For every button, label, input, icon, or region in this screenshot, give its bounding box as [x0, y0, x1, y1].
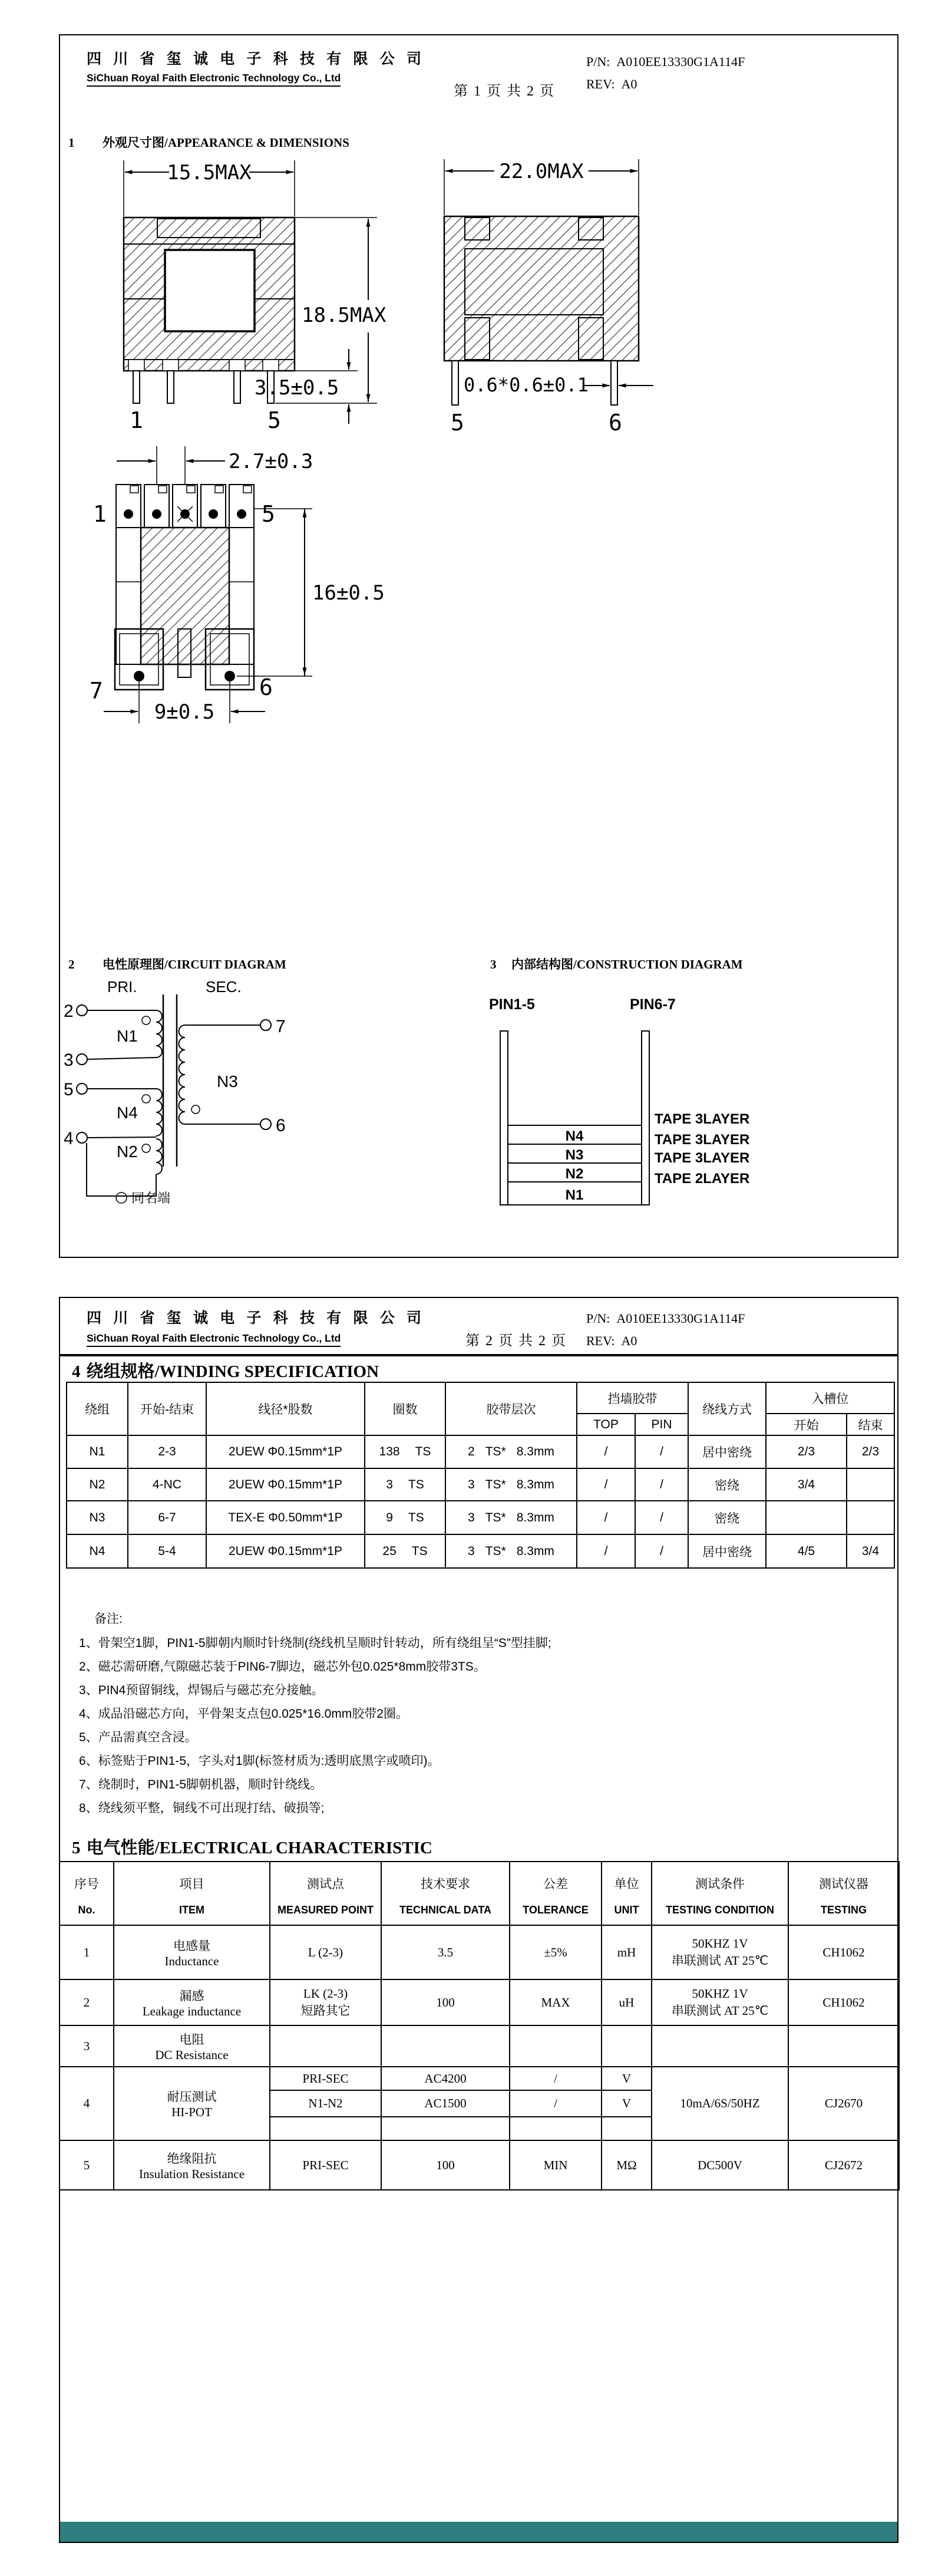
winding-col-slot-end: 结束 [847, 1414, 894, 1435]
winding-cell: 密绕 [688, 1468, 766, 1501]
winding-cell: N1 [67, 1435, 128, 1468]
cell-tolerance: MIN [510, 2140, 602, 2190]
item-cn: 电阻 [179, 2032, 204, 2047]
pn-value: A010EE13330G1A114F [616, 1311, 745, 1326]
turns-unit: TS [415, 1445, 431, 1458]
winding-cell: N4 [67, 1534, 128, 1568]
bobbin-left-wall [500, 1031, 508, 1205]
winding-cell: 2-3 [128, 1435, 206, 1468]
company-name-en: SiChuan Royal Faith Electronic Technology Co., Ltd [87, 72, 341, 87]
col-point-cn: 测试点 [307, 1877, 344, 1891]
pin-6-label: 6 [276, 1116, 286, 1135]
section-2-number: 2 [68, 957, 75, 971]
cell-no: 2 [60, 1979, 114, 2025]
cell-no: 5 [60, 2140, 114, 2190]
turns-value: 25 [382, 1544, 397, 1558]
section-1-text: 外观尺寸图/APPEARANCE & DIMENSIONS [103, 136, 349, 150]
item-en: HI-POT [171, 2105, 212, 2119]
rev-label: REV: [586, 77, 615, 91]
side-pin-6 [611, 361, 617, 405]
winding-col-method: 绕线方式 [688, 1382, 766, 1435]
tape-layers: 2 [468, 1445, 475, 1458]
cell-condition: 10mA/6S/50HZ [652, 2067, 788, 2140]
side-body [444, 216, 639, 361]
tape-width: 8.3mm [516, 1510, 554, 1524]
cell-unit [602, 2117, 652, 2140]
bottom-top-pads [116, 485, 254, 528]
col-equip-cn: 测试仪器 [819, 1877, 868, 1891]
bottom-pin-label-5: 5 [262, 501, 275, 527]
cell-no: 1 [60, 1925, 114, 1979]
winding-cell [766, 1501, 847, 1534]
rev-value: A0 [621, 77, 637, 91]
col-tol-en: TOLERANCE [523, 1903, 589, 1916]
company-name-en: SiChuan Royal Faith Electronic Technology Co., Ltd [87, 1332, 341, 1347]
electrical-row-2 [60, 1979, 899, 2025]
construction-pin15-label: PIN1-5 [489, 996, 535, 1013]
bottom-pin-label-7: 7 [90, 678, 103, 704]
winding-col-tape: 胶带层次 [445, 1382, 577, 1435]
winding-cell: 2/3 [766, 1435, 847, 1468]
bottom-pin-label-6: 6 [259, 674, 273, 700]
col-cond-en: TESTING CONDITION [666, 1903, 774, 1916]
col-data [381, 1862, 510, 1925]
winding-col-wall-pin: PIN [635, 1414, 688, 1435]
winding-cell: 2UEW Φ0.15mm*1P [206, 1468, 365, 1501]
winding-n3-coil [179, 1025, 186, 1124]
winding-cell [365, 1435, 445, 1468]
winding-cell [847, 1501, 894, 1534]
winding-row-n3 [67, 1501, 894, 1534]
note-item-8: 8、绕线须平整，铜线不可出现打结、破损等; [79, 1801, 325, 1815]
tape-label-4: TAPE 2LAYER [655, 1171, 750, 1187]
cell-equipment: CJ2670 [788, 2067, 899, 2140]
winding-cell [445, 1534, 577, 1568]
section-3-title [490, 955, 743, 973]
electrical-row-3 [60, 2025, 899, 2067]
turns-unit: TS [411, 1544, 428, 1558]
electrical-row-1 [60, 1925, 899, 1979]
cell-condition [652, 1925, 788, 1979]
part-number [586, 1311, 745, 1326]
tape-layers: 3 [468, 1544, 475, 1558]
bottom-width-dim: 9±0.5 [154, 700, 215, 724]
electrical-row-5 [60, 2140, 899, 2190]
section-2-text: 电性原理图/CIRCUIT DIAGRAM [103, 957, 286, 971]
winding-cell [365, 1501, 445, 1534]
revision [586, 77, 637, 92]
cell-point: PRI-SEC [270, 2067, 381, 2090]
notes-title: 备注: [94, 1612, 123, 1626]
cond-line1: 50KHZ 1V [692, 1986, 748, 2001]
polarity-dot-n4 [142, 1095, 150, 1103]
cell-unit: V [602, 2067, 652, 2090]
cell-data: 3.5 [381, 1925, 510, 1979]
front-width-dim: 15.5MAX [167, 161, 252, 185]
note-item-4: 4、成品沿磁芯方向，平骨架支点包0.025*16.0mm胶带2圈。 [79, 1707, 408, 1721]
winding-n2-coil [156, 1139, 162, 1174]
cell-data [381, 2025, 510, 2067]
winding-col-slot: 入槽位 [766, 1382, 894, 1414]
pn-label: P/N: [586, 54, 610, 69]
layer-n2-label: N2 [565, 1166, 584, 1182]
winding-cell [445, 1468, 577, 1501]
rev-label: REV: [586, 1333, 615, 1348]
note-item-2: 2、磁芯需研磨,气隙磁芯装于PIN6-7脚边，磁芯外包0.025*8mm胶带3TS。 [79, 1660, 486, 1674]
cell-condition [652, 2025, 788, 2067]
front-pin-label-1: 1 [130, 407, 143, 433]
layer-n3-label: N3 [565, 1147, 584, 1163]
cell-item [114, 2025, 270, 2067]
polarity-dot-n2 [142, 1144, 150, 1152]
winding-cell: 2UEW Φ0.15mm*1P [206, 1435, 365, 1468]
winding-row-n4 [67, 1534, 894, 1568]
cell-equipment: CJ2672 [788, 2140, 899, 2190]
cell-item [114, 1979, 270, 2025]
notes-list [79, 1632, 551, 1820]
company-name-cn: 四 川 省 玺 诚 电 子 科 技 有 限 公 司 [87, 51, 426, 67]
section-1-title [68, 133, 349, 151]
cond-line2: 串联测试 AT 25℃ [671, 1953, 769, 1968]
winding-cell [445, 1501, 577, 1534]
winding-col-wall-top: TOP [577, 1414, 635, 1435]
note-item-5: 5、产品需真空含浸。 [79, 1731, 197, 1744]
winding-cell [445, 1435, 577, 1468]
cell-unit: MΩ [602, 2140, 652, 2190]
section-1-number: 1 [68, 136, 75, 150]
section-3-number: 3 [490, 957, 497, 971]
side-view-drawing [406, 149, 736, 467]
winding-col-winding: 绕组 [67, 1382, 128, 1435]
pn-value: A010EE13330G1A114F [616, 54, 745, 69]
bottom-pitch-dim: 2.7±0.3 [229, 450, 313, 473]
tape-label-2: TAPE 3LAYER [655, 1132, 750, 1148]
winding-cell [365, 1534, 445, 1568]
winding-n3-label: N3 [217, 1072, 238, 1091]
polarity-legend-text: 同名端 [131, 1191, 171, 1205]
col-item-en: ITEM [179, 1903, 204, 1916]
item-cn: 漏感 [179, 1988, 204, 2003]
tape-label-3: TAPE 3LAYER [655, 1150, 750, 1166]
section-3-text: 内部结构图/CONSTRUCTION DIAGRAM [511, 957, 743, 971]
cell-data: AC4200 [381, 2067, 510, 2090]
page-number-label: 第 2 页 共 2 页 [465, 1333, 567, 1349]
cell-item [114, 2067, 270, 2140]
cell-condition [652, 1979, 788, 2025]
section-5-text: 电气性能/ELECTRICAL CHARACTERISTIC [86, 1839, 432, 1857]
winding-cell [847, 1468, 894, 1501]
pin-4-terminal [77, 1132, 87, 1143]
col-unit-en: UNIT [614, 1903, 639, 1916]
construction-pin67-label: PIN6-7 [630, 996, 676, 1013]
side-width-dim: 22.0MAX [499, 160, 584, 183]
cell-point [270, 2025, 381, 2067]
col-equipment [788, 1862, 899, 1925]
pin-5-label: 5 [64, 1080, 74, 1099]
cell-point: N1-N2 [270, 2090, 381, 2117]
tape-unit: TS* [485, 1510, 506, 1524]
winding-col-wall: 挡墙胶带 [577, 1382, 688, 1414]
col-item-cn: 项目 [179, 1877, 204, 1891]
winding-cell: / [635, 1534, 688, 1568]
pin-7-terminal [260, 1020, 271, 1030]
page-1 [59, 34, 898, 1258]
winding-cell: 5-4 [128, 1534, 206, 1568]
winding-col-slot-start: 开始 [766, 1414, 847, 1435]
winding-cell: 6-7 [128, 1501, 206, 1534]
cell-tolerance: / [510, 2067, 602, 2090]
cell-tolerance [510, 2117, 602, 2140]
col-point [270, 1862, 381, 1925]
winding-n1-label: N1 [117, 1027, 138, 1045]
turns-value: 138 [379, 1445, 400, 1458]
layer-n4-label: N4 [565, 1128, 584, 1144]
pin-6-terminal [260, 1119, 271, 1129]
cell-unit [602, 2025, 652, 2067]
winding-cell: 4/5 [766, 1534, 847, 1568]
winding-cell: 2UEW Φ0.15mm*1P [206, 1534, 365, 1568]
construction-diagram [465, 975, 877, 1252]
turns-unit: TS [408, 1477, 424, 1491]
polarity-dot-n3 [191, 1105, 200, 1114]
col-item [114, 1862, 270, 1925]
tape-width: 8.3mm [516, 1477, 554, 1491]
cell-tolerance: / [510, 2090, 602, 2117]
item-cn: 耐压测试 [167, 2090, 217, 2104]
cell-unit: uH [602, 1979, 652, 2025]
col-cond-cn: 测试条件 [695, 1877, 745, 1891]
tape-unit: TS* [485, 1544, 506, 1558]
side-pin-dim: 0.6*0.6±0.1 [464, 374, 589, 396]
turns-value: 3 [386, 1477, 393, 1491]
col-tol-cn: 公差 [543, 1877, 568, 1891]
winding-col-wire: 线径*股数 [206, 1382, 365, 1435]
winding-cell: N3 [67, 1501, 128, 1534]
header-divider [60, 1354, 897, 1356]
note-item-6: 6、标签贴于PIN1-5，字头对1脚(标签材质为:透明底黑字或喷印)。 [79, 1754, 440, 1768]
tape-label-1: TAPE 3LAYER [655, 1111, 750, 1127]
pin-7-label: 7 [276, 1017, 286, 1036]
winding-col-range: 开始-结束 [128, 1382, 206, 1435]
pin-3-label: 3 [64, 1050, 74, 1070]
winding-cell: 居中密绕 [688, 1534, 766, 1568]
cell-item [114, 2140, 270, 2190]
winding-cell: / [577, 1534, 635, 1568]
tape-unit: TS* [485, 1445, 506, 1458]
winding-cell: 3/4 [847, 1534, 894, 1568]
tape-layers: 3 [468, 1477, 475, 1491]
cell-equipment: CH1062 [788, 1925, 899, 1979]
note-item-3: 3、PIN4预留铜线，焊锡后与磁芯充分接触。 [79, 1684, 324, 1697]
col-no-en: No. [78, 1903, 95, 1916]
col-tolerance [510, 1862, 602, 1925]
section-4-number: 4 [72, 1362, 81, 1381]
section-5-number: 5 [72, 1839, 81, 1857]
col-unit-cn: 单位 [614, 1877, 639, 1891]
pin-4-label: 4 [64, 1129, 74, 1148]
winding-cell: / [577, 1501, 635, 1534]
item-en: DC Resistance [155, 2047, 229, 2062]
cell-tolerance: ±5% [510, 1925, 602, 1979]
section-5-title [72, 1834, 432, 1859]
page-number-label: 第 1 页 共 2 页 [454, 84, 555, 99]
front-pin-dim: 3.5±0.5 [255, 376, 339, 400]
cell-equipment [788, 2025, 899, 2067]
bottom-core [141, 528, 229, 664]
item-en: Leakage inductance [142, 2004, 242, 2018]
company-name-cn: 四 川 省 玺 诚 电 子 科 技 有 限 公 司 [87, 1310, 426, 1326]
item-cn: 电感量 [173, 1938, 210, 1953]
side-pin-label-6: 6 [609, 410, 622, 436]
front-pin-label-5: 5 [267, 407, 281, 433]
cond-line2: 串联测试 AT 25℃ [671, 2003, 769, 2018]
col-data-en: TECHNICAL DATA [399, 1903, 491, 1916]
circuit-pri-label: PRI. [107, 978, 137, 996]
winding-cell: N2 [67, 1468, 128, 1501]
tape-width: 8.3mm [516, 1544, 554, 1558]
col-no [60, 1862, 114, 1925]
tape-width: 8.3mm [516, 1445, 554, 1458]
point-line1: LK (2-3) [303, 1986, 348, 2001]
cell-unit: V [602, 2090, 652, 2117]
pn-label: P/N: [586, 1311, 610, 1326]
winding-row-n1 [67, 1435, 894, 1468]
bottom-pin-label-1: 1 [93, 501, 107, 527]
item-en: Inductance [164, 1954, 219, 1968]
winding-cell [365, 1468, 445, 1501]
cell-condition: DC500V [652, 2140, 788, 2190]
col-equip-en: TESTING [820, 1903, 867, 1916]
electrical-row-4a [60, 2067, 899, 2090]
winding-n2-label: N2 [117, 1142, 138, 1161]
col-condition [652, 1862, 788, 1925]
pin-3-terminal [77, 1054, 87, 1065]
col-unit [602, 1862, 652, 1925]
note-item-1: 1、骨架空1脚，PIN1-5脚朝内顺时针绕制(绕线机呈顺时针转动，所有绕组呈“S”型挂脚; [79, 1636, 551, 1650]
cell-point: PRI-SEC [270, 2140, 381, 2190]
front-height-dim: 18.5MAX [302, 304, 386, 327]
cell-equipment: CH1062 [788, 1979, 899, 2025]
cell-unit: mH [602, 1925, 652, 1979]
winding-n4-label: N4 [117, 1103, 138, 1122]
item-en: Insulation Resistance [138, 2166, 245, 2181]
col-data-cn: 技术要求 [421, 1877, 470, 1891]
cell-no: 3 [60, 2025, 114, 2067]
pin-2-label: 2 [64, 1002, 74, 1021]
winding-cell: 居中密绕 [688, 1435, 766, 1468]
cell-no: 4 [60, 2067, 114, 2140]
electrical-header-row [60, 1862, 899, 1925]
bottom-height-dim: 16±0.5 [312, 581, 385, 605]
winding-col-turns: 圈数 [365, 1382, 445, 1435]
electrical-characteristic-table [59, 1861, 900, 2190]
winding-cell: / [577, 1435, 635, 1468]
item-cn: 绝缘阻抗 [167, 2151, 217, 2166]
col-point-en: MEASURED POINT [277, 1903, 374, 1916]
polarity-legend-icon [116, 1193, 127, 1203]
turns-value: 9 [386, 1510, 393, 1524]
page-2 [59, 1297, 898, 2543]
part-number [586, 54, 745, 70]
circuit-sec-label: SEC. [206, 978, 242, 996]
winding-cell: 2/3 [847, 1435, 894, 1468]
rev-value: A0 [621, 1333, 637, 1348]
winding-spec-table [66, 1382, 895, 1569]
winding-cell: 密绕 [688, 1501, 766, 1534]
polarity-dot-n1 [142, 1016, 150, 1025]
winding-row-n2 [67, 1468, 894, 1501]
winding-cell: / [635, 1435, 688, 1468]
winding-cell: TEX-E Φ0.50mm*1P [206, 1501, 365, 1534]
pin-5-terminal [77, 1083, 87, 1094]
bobbin-right-wall [642, 1031, 649, 1205]
winding-n1-coil [156, 1010, 162, 1058]
cell-point: L (2-3) [270, 1925, 381, 1979]
section-4-text: 绕组规格/WINDING SPECIFICATION [86, 1362, 379, 1381]
cell-point [270, 2117, 381, 2140]
winding-cell: 4-NC [128, 1468, 206, 1501]
cell-item [114, 1925, 270, 1979]
footer-bar [60, 2522, 897, 2542]
pin-2-terminal [77, 1005, 87, 1016]
circuit-diagram [60, 966, 343, 1243]
tape-unit: TS* [485, 1477, 506, 1491]
side-pin-5 [452, 361, 458, 405]
cell-point [270, 1979, 381, 2025]
section-4-title [72, 1358, 379, 1382]
cell-data: 100 [381, 2140, 510, 2190]
bottom-view-drawing [60, 387, 402, 788]
layer-n1-label: N1 [565, 1187, 584, 1203]
winding-cell: 3/4 [766, 1468, 847, 1501]
front-window [165, 250, 255, 331]
col-no-cn: 序号 [74, 1877, 99, 1891]
cond-line1: 50KHZ 1V [692, 1936, 748, 1951]
cell-tolerance: MAX [510, 1979, 602, 2025]
revision [586, 1333, 637, 1349]
cell-tolerance [510, 2025, 602, 2067]
winding-cell: / [635, 1468, 688, 1501]
cell-data: 100 [381, 1979, 510, 2025]
note-item-7: 7、绕制时，PIN1-5脚朝机器，顺时针绕线。 [79, 1778, 323, 1791]
cell-data: AC1500 [381, 2090, 510, 2117]
turns-unit: TS [408, 1510, 424, 1524]
cell-data [381, 2117, 510, 2140]
tape-layers: 3 [468, 1510, 475, 1524]
winding-cell: / [577, 1468, 635, 1501]
winding-cell: / [635, 1501, 688, 1534]
point-line2: 短路其它 [300, 2003, 351, 2018]
winding-n4-coil [156, 1089, 162, 1136]
side-pin-label-5: 5 [451, 410, 464, 436]
